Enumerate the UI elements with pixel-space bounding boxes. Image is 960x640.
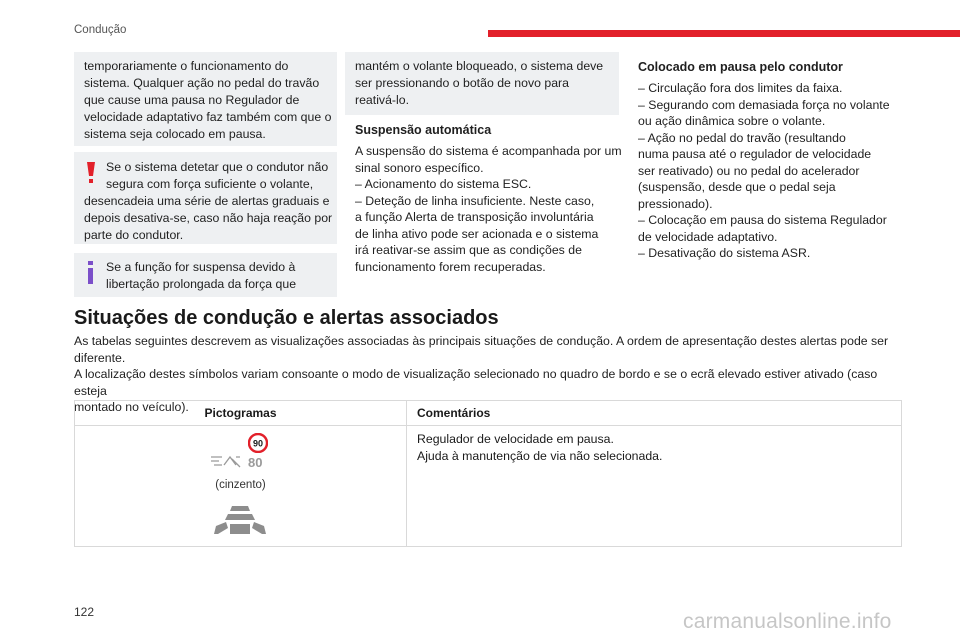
text-line: de velocidade adaptativo. — [638, 229, 778, 244]
comment-line: Regulador de velocidade em pausa. — [417, 432, 614, 446]
header-section-title: Condução — [74, 24, 127, 36]
paused-by-driver-text — [638, 80, 908, 262]
warning-line: depois desativa-se, caso não haja reação por — [84, 211, 333, 225]
text-line: numa pausa até o regulador de velocidade — [638, 147, 872, 161]
note-line: que cause uma pausa no Regulador de — [84, 93, 300, 107]
section-title: Situações de condução e alertas associados — [74, 307, 499, 329]
note-line: reativá-lo. — [355, 93, 409, 107]
text-line: ser reativado) ou no pedal do acelerador — [638, 163, 860, 178]
header-accent-bar — [488, 30, 960, 37]
text-line: de linha ativo pode ser acionada e o sistema — [355, 226, 599, 241]
info-box — [74, 253, 337, 297]
text-line: A suspensão do sistema é acompanhada por um — [355, 144, 622, 158]
warning-line: Se o sistema detetar que o condutor não — [106, 160, 329, 174]
text-line: ou ação dinâmica sobre o volante. — [638, 114, 826, 128]
warning-line: desencadeia uma série de alertas graduais e — [84, 194, 330, 208]
heading-paused-by-driver: Colocado em pausa pelo condutor — [638, 60, 843, 74]
text-line: – Colocação em pausa do sistema Regulador — [638, 213, 887, 227]
text-line: – Segurando com demasiada força no volante — [638, 97, 890, 112]
automatic-suspension-text — [355, 143, 625, 275]
warning-box — [74, 152, 337, 244]
note-line: ser pressionando o botão de novo para — [355, 76, 569, 90]
info-line: libertação prolongada da força que — [106, 277, 297, 291]
speed-limit-sign-icon — [248, 433, 268, 453]
warning-line: segura com força suficiente o volante, — [106, 177, 314, 191]
intro-line: diferente. — [74, 350, 126, 365]
note-line: mantém o volante bloqueado, o sistema deve — [355, 59, 604, 73]
note-line: velocidade adaptativo faz também com que o — [84, 110, 332, 124]
info-icon — [85, 261, 97, 285]
text-line: – Deteção de linha insuficiente. Neste caso, — [355, 193, 595, 208]
page-number: 122 — [74, 605, 95, 619]
note-box-continued — [74, 52, 337, 146]
speed-limit-value: 90 — [252, 438, 264, 449]
text-line: – Ação no pedal do travão (resultando — [638, 130, 846, 145]
intro-line: As tabelas seguintes descrevem as visualizações associadas às principais situações de condução. A ordem de apresentação destes alertas pode ser — [74, 334, 889, 348]
set-speed-value: 80 — [248, 455, 263, 470]
text-line: pressionado). — [638, 196, 713, 211]
text-line: funcionamento forem recuperadas. — [355, 259, 546, 274]
table-cell-comment — [417, 431, 662, 464]
column-divider — [406, 401, 407, 546]
intro-line: A localização destes símbolos variam consoante o modo de visualização selecionado no quadro de bordo e se o ecrã elevado estiver ativado (caso esteja — [74, 367, 878, 398]
text-line: (suspensão, desde que o pedal seja — [638, 180, 836, 194]
lane-assist-icon — [214, 504, 266, 536]
comment-line: Ajuda à manutenção de via não selecionada. — [417, 448, 663, 463]
exclamation-icon — [85, 162, 97, 184]
text-line: irá reativar-se assim que as condições de — [355, 243, 582, 257]
column-header-comments: Comentários — [417, 406, 491, 420]
note-line: temporariamente o funcionamento do — [84, 59, 289, 73]
info-line: Se a função for suspensa devido à — [106, 260, 296, 274]
speed-regulator-icon — [210, 453, 242, 469]
note-line: sistema seja colocado em pausa. — [84, 127, 266, 141]
heading-automatic-suspension: Suspensão automática — [355, 123, 492, 137]
intro-line: montado no veículo). — [74, 400, 189, 414]
note-box-middle — [345, 52, 619, 115]
watermark: carmanualsonline.info — [683, 610, 892, 633]
text-line: sinal sonoro específico. — [355, 160, 484, 175]
note-line: sistema. Qualquer ação no pedal do travão — [84, 76, 320, 90]
table-header-row — [75, 401, 901, 426]
text-line: – Circulação fora dos limites da faixa. — [638, 81, 843, 95]
picto-color-label: (cinzento) — [215, 479, 266, 491]
text-line: – Desativação do sistema ASR. — [638, 246, 811, 260]
warning-line: parte do condutor. — [84, 228, 184, 242]
text-line: a função Alerta de transposição involuntária — [355, 210, 594, 224]
text-line: – Acionamento do sistema ESC. — [355, 177, 532, 191]
column-header-pictograms: Pictogramas — [204, 406, 277, 420]
alerts-table — [74, 400, 902, 547]
